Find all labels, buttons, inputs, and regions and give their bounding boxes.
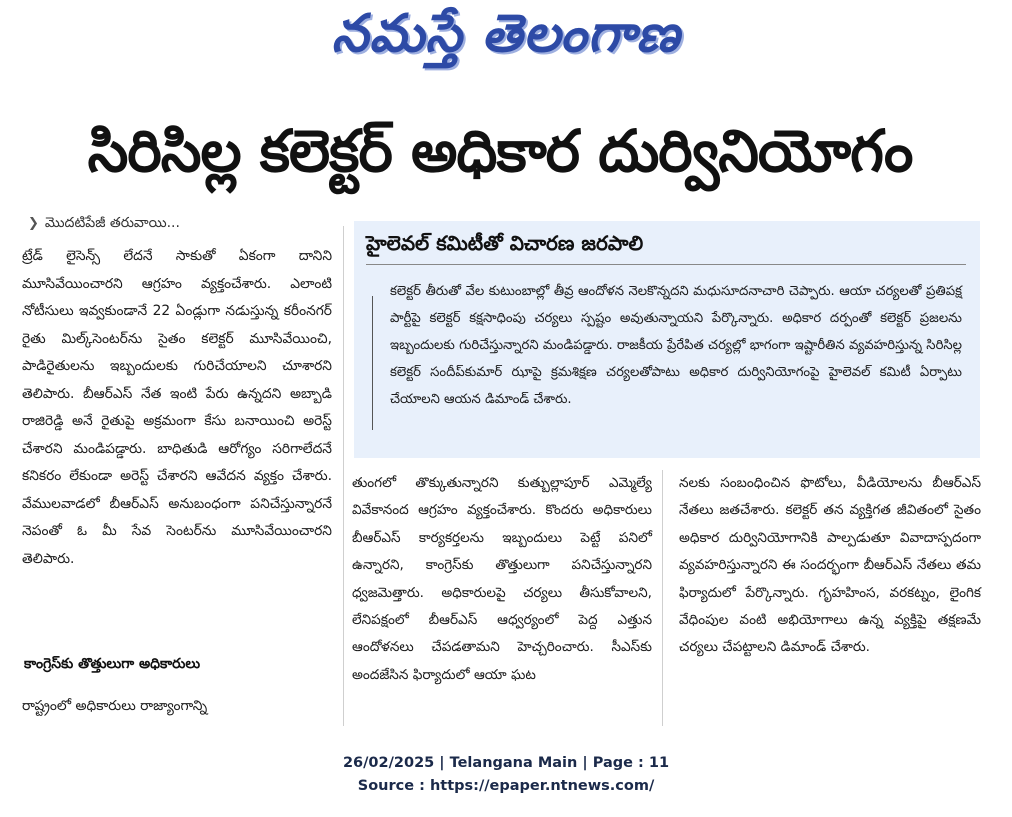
box-text: కలెక్టర్ తీరుతో వేల కుటుంబాల్లో తీవ్ర ఆందోళన నెలకొన్నదని మధుసూదనాచారి చెప్పారు. ఆయా చర్యలతో ప్రతిపక్ష పార్టీపై కలెక్టర్ కక్షసాధింపు చర్యలు స్పష్టం అవుతున్నాయని పేర్కొన్నారు. అధికార దర్పంతో కలెక్టర్ ప్రజలను ఇబ్బందులకు గురిచేస్తున్నారని మండిపడ్డారు. రాజకీయ ప్రేరేపిత చర్యల్లో భాగంగా ఇష్టారీతిన వ్యవహరిస్తున్న సిరిసిల్ల కలెక్టర్ సందీప్‌కుమార్ ఝాపై క్రమశిక్షణ చర్యలతోపాటు అధికార దుర్వినియోగంపై హైలెవల్ కమిటీ ఏర్పాటు చేయాలని ఆయన డిమాండ్ చేశారు. [390, 284, 962, 407]
newspaper-logo: నమస్తే తెలంగాణ [331, 4, 681, 64]
article-column-2: తుంగలో తొక్కుతున్నారని కుత్బుల్లాపూర్ ఎమ్మెల్యే వివేకానంద ఆగ్రహం వ్యక్తంచేశారు. కొందరు అధికారులు బీఆర్‌ఎస్ కార్యకర్తలను ఇబ్బందులు పెట్టే పనిలో ఉన్నారని, కాంగ్రెస్‌కు తొత్తులుగా పనిచేస్తున్నారని ధ్వజమెత్తారు. అధికారులపై చర్యలు తీసుకోవాలని, లేనిపక్షంలో బీఆర్‌ఎస్ ఆధ్వర్యంలో పెద్ద ఎత్తున ఆందోళనలు చేపడతామని హెచ్చరించారు. సీఎస్‌కు అందజేసిన ఫిర్యాదులో ఆయా ఘట [352, 475, 652, 683]
footer-date-page: 26/02/2025 | Telangana Main | Page : 11 [342, 755, 670, 771]
continuation-label: మొదటిపేజీ తరువాయి... [44, 215, 180, 231]
column-divider [662, 470, 663, 726]
masthead [0, 0, 1012, 86]
article-column-1-continued: రాష్ట్రంలో అధికారులు రాజ్యాంగాన్ని [22, 698, 208, 714]
article-column-3: నలకు సంబంధించిన ఫొటోలు, వీడియోలను బీఆర్‌ఎస్ నేతలు జతచేశారు. కలెక్టర్ తన వ్యక్తిగత జీవితంలో సైతం అధికార దుర్వినియోగానికి పాల్పడుతూ వివాదాస్పదంగా వ్యవహరిస్తున్నారని ఈ సందర్భంగా బీఆర్‌ఎస్ నేతలు తమ ఫిర్యాదులో పేర్కొన్నారు. గృహహింస, వరకట్నం, లైంగిక వేధింపుల వంటి అభియోగాలు ఉన్న వ్యక్తిపై తక్షణమే చర్యలు చేపట్టాలని డిమాండ్ చేశారు. [679, 475, 981, 656]
continuation-line [28, 215, 180, 234]
subheading: కాంగ్రెస్‌కు తొత్తులుగా అధికారులు [24, 656, 201, 672]
quote-bar [372, 296, 373, 430]
footer-source: Source : https://epaper.ntnews.com/ [357, 778, 655, 794]
column-divider [343, 226, 344, 726]
chevron-right-icon: ❯ [28, 216, 39, 231]
paragraph: ట్రేడ్ లైసెన్స్ లేదనే సాకుతో ఏకంగా దానిని మూసివేయించారని ఆగ్రహం వ్యక్తంచేశారు. ఎలాంటి నోటీసులు ఇవ్వకుండానే 22 ఏండ్లుగా నడుస్తున్న కరీంనగర్ రైతు మిల్క్‌సెంటర్‌ను సైతం కలెక్టర్ మూసివేయించి, పాడిరైతులను ఇబ్బందులకు గురిచేయాలని చూశారని తెలిపారు. బీఆర్‌ఎస్ నేత ఇంటి పేరు ఉన్నదని అబ్బాడి రాజిరెడ్డి అనే రైతుపై అక్రమంగా కేసు బనాయించి అరెస్ట్ చేశారని మండిపడ్డారు. బాధితుడి ఆరోగ్యం సరిగాలేదనే కనికరం లేకుండా అరెస్ట్ చేశారని ఆవేదన వ్యక్తం చేశారు. వేములవాడలో బీఆర్‌ఎస్ అనుబంధంగా పనిచేస్తున్నారనే నెపంతో ఓ మీ సేవ సెంటర్‌ను మూసివేయించారని తెలిపారు. [22, 248, 332, 567]
box-title: హైలెవల్ కమిటీతో విచారణ జరపాలి [366, 231, 644, 255]
article-column-1 [22, 243, 332, 573]
box-divider [366, 264, 966, 265]
headline: సిరిసిల్ల కలెక్టర్ అధికార దుర్వినియోగం [87, 117, 913, 185]
